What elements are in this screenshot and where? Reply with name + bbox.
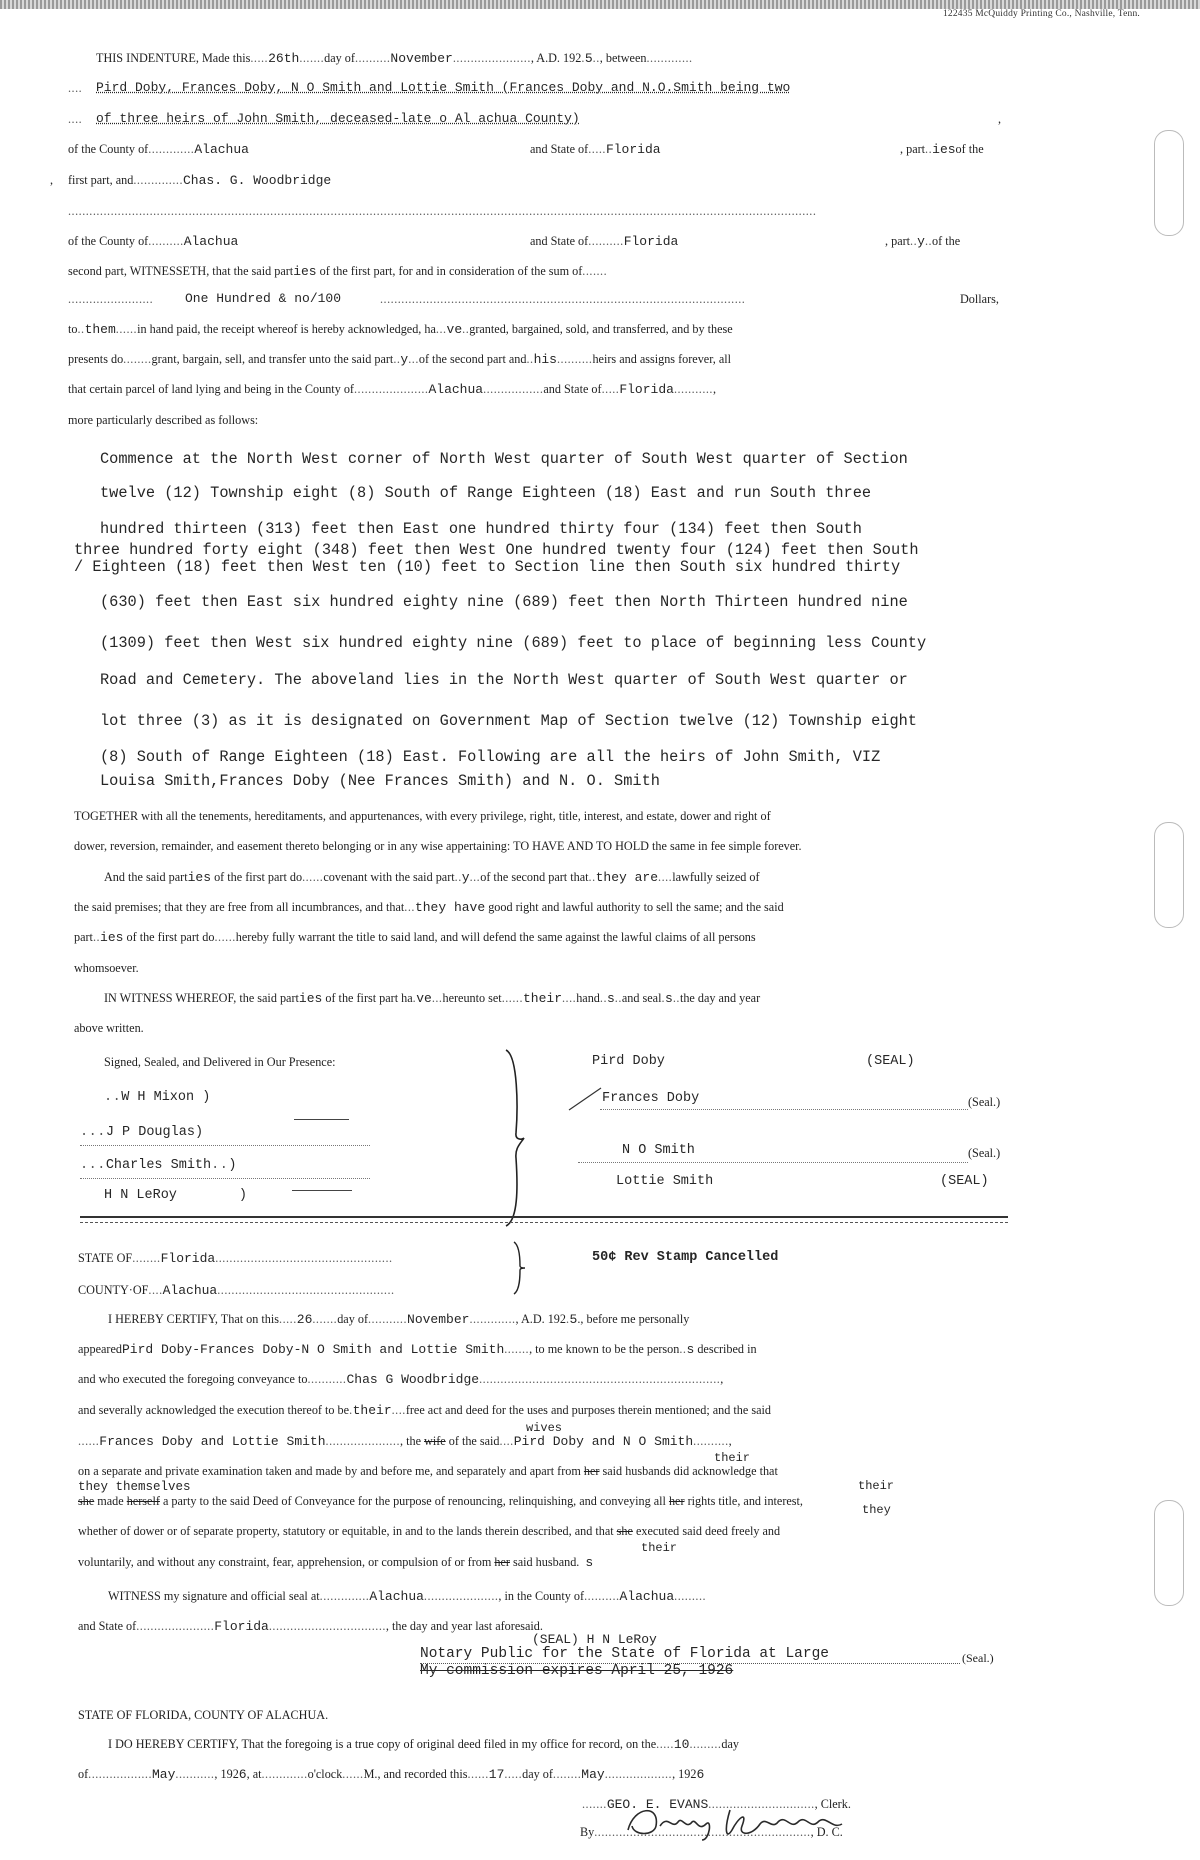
- heirs-pronoun: his: [533, 352, 557, 367]
- grantor-4: Lottie Smith: [616, 1174, 714, 1189]
- signature-slash: [565, 1086, 605, 1112]
- good-right: they have: [414, 900, 486, 915]
- deed-page: THIS INDENTURE, Made this.....26th.......day of..........November......................, A.D. 192.5.., between............. .... Pird Doby, Frances Doby, N O Smith and Lottie Smith (Frances Doby and N.O.Smith being two .... of three heirs of John Smith, deceased-late o Al achua County) , of the County of.............Alachua and State of.....Florida , part..iesof the , first part, and..............Chas. G. Woodbridge ................................................................................................................................................................................................................... of the County of..........Alachua and State of..........Florida , part..y..of the second part, WITNESSETH, that the said parties of the first part, for and in consideration of the sum of....... ........................ One Hundred & no/100 ....................................................................................................... Dollars, to..them......in hand paid, the receipt whereof is hereby acknowledged, ha...ve..granted, bargained, sold, and transferred, and by these presents do........grant, bargain, sell, and transfer unto the said part..y...of the second part and..his..........heirs and assigns forever, all that certain parcel of land lying and being in the County of.....................Alachua.................and State of.....Florida..........., more particularly described as follows: Commence at the North West corner of North West quarter of South West quarter of Section twelve (12) Township eight (8) South of Range Eighteen (18) East and run South three hundred thirteen (313) feet then East one hundred thirty four (134) feet then South three hundred forty eight (348) feet then West One hundred twenty four (124) feet then South / Eighteen (18) feet then West ten (10) feet to Section line then South six hundred thirty (630) feet then East six hundred eighty nine (689) feet then North Thirteen hundred nine (1309) feet then West six hundred eighty nine (689) feet to place of beginning less County Road and Cemetery. The aboveland lies in the North West quarter of South West quarter or lot three (3) as it is designated on Government Map of Section twelve (12) Township eight (8) South of Range Eighteen (18) East. Following are all the heirs of John Smith, VIZ Louisa Smith,Frances Doby (Nee Frances Smith) and N. O. Smith TOGETHER with all the tenements, hereditaments, and appurtenances, with every privilege, right, title, interest, and estate, dower and right of dower, reversion, remainder, and easement thereto belonging or in any wise appertaining: TO HAVE AND TO HOLD the same in fee simple forever. And the said parties of the first part do......covenant with the said part..y...of the second part that..they are....lawfully seized of the said premises; that they are free from all incumbrances, and that...they have good right and lawful authority to sell the same; and the said part..ies of the first part do......hereby fully warrant the title to said land, and will defend the same against the lawful claims of all persons whomsoever. IN WITNESS WHEREOF, the said parties of the first part ha.ve...hereunto set......their....hand..s..and seal.s..the day and year above written. Signed, Sealed, and Delivered in Our Presence: ..W H Mixon ) ...J P Douglas) ...Charles Smith..) H N LeRoy ) Pird Doby (SEAL) Frances Doby (Seal.) N O Smith (Seal.) Lottie Smith (SEAL) STATE OF........Florida.................................................. 50¢ Rev Stamp Cancelled COUNTY·OF....Alachua.................................................. I HEREBY CERTIFY, That on this.....26.......day of...........November............., A.D. 192.5., before me personally appearedPird Doby-Frances Doby-N O Smith and Lottie Smith......., to me known to be the person..s described in and who executed the foregoing conveyance to...........Chas G Woodbridge...................................................................., and severally acknowledged the execution thereof to be.their....free act and deed for the uses and purposes therein mentioned; and the said ......Frances Doby and Lottie Smith....................., the wife of the said....Pird Doby and N O Smith.........., wives on a separate and private examination taken and made by and before me, and separately and apart from her said husbands did acknowledge that their she made herself a party to the said Deed of Conveyance for the purpose of renouncing, relinquishing, and conveying all her rights title, and interest, they themselves their they whether of dower or of separate property, statutory or equitable, in and to the lands therein described, and that she executed said deed freely and voluntarily, and without any constraint, fear, apprehension, or compulsion of or from her said husband. s their WITNESS my signature and official seal at..............Alachua....................., in the County of..........Alachua......... and State of......................Florida................................., the day and year last aforesaid. (SEAL) H N LeRoy Notary Public for the State of Florida at Large (Seal.) My commission expires April 25, 1926 STATE OF FLORIDA, COUNTY OF ALACHUA. I DO HEREBY CERTIFY, That the foregoing is a true copy of original deed filed in my office for record, on the.....10.........day of..................May..........., 1926, at.............o'clock......M., and recorded this......17.....day of........May..................., 1926 .......GEO. E. EVANS.............................., Clerk. By............................................................., D. C.: [0, 0, 1200, 1860]
- description-line: (8) South of Range Eighteen (18) East. Following are all the heirs of John Smith, VIZ: [100, 748, 881, 766]
- description-line: (630) feet then East six hundred eighty nine (689) feet then North Thirteen hundred nine: [100, 593, 908, 611]
- covenant-suffix: ies: [187, 870, 212, 885]
- witness-suffix: ies: [293, 264, 317, 279]
- grantor-2: Frances Doby: [602, 1091, 700, 1106]
- ack-conveyance-to: Chas G Woodbridge: [346, 1372, 480, 1387]
- deputy-label: D. C.: [816, 1825, 843, 1839]
- rec-recorded-day: 17: [488, 1767, 505, 1782]
- second-county: Alachua: [183, 234, 239, 249]
- clerk-name: GEO. E. EVANS: [606, 1797, 709, 1812]
- land-state: Florida: [619, 382, 674, 397]
- grantor-underline: [578, 1162, 968, 1163]
- signature-brace: [500, 1048, 530, 1228]
- ack-they-insert: they: [862, 1503, 891, 1517]
- description-line: (1309) feet then West six hundred eighty nine (689) feet to place of beginning less County: [100, 634, 927, 652]
- witness-county: Alachua: [619, 1589, 675, 1604]
- witness-state: Florida: [214, 1619, 269, 1634]
- consideration: One Hundred & no/100: [185, 291, 342, 306]
- covenant-they: they are: [595, 870, 659, 885]
- ack-appeared: Pird Doby-Frances Doby-N O Smith and Lottie Smith: [121, 1342, 505, 1357]
- notary-seal-label: (Seal.): [962, 1651, 994, 1665]
- parties-1: Pird Doby, Frances Doby, N O Smith and Lottie Smith (Frances Doby and N.O.Smith being two: [96, 80, 791, 95]
- ack-they-themselves-insert: they themselves: [78, 1480, 191, 1494]
- grantor-underline: [600, 1109, 968, 1110]
- rec-month: May: [152, 1767, 176, 1782]
- first-party-suffix: ies: [932, 142, 956, 157]
- description-line: Commence at the North West corner of North West quarter of South West quarter of Section: [100, 450, 908, 468]
- witness-place: Alachua: [369, 1589, 424, 1604]
- description-line: Road and Cemetery. The aboveland lies in the North West quarter of South West quarter or: [100, 671, 908, 689]
- witness-underline: [80, 1178, 370, 1179]
- warrant-suffix: ies: [100, 930, 124, 945]
- section-divider: [80, 1222, 1008, 1223]
- rec-day: 10: [673, 1737, 690, 1752]
- ack-month: November: [407, 1312, 470, 1327]
- description-line: lot three (3) as it is designated on Government Map of Section twelve (12) Township eight: [100, 712, 917, 730]
- have-suffix: ve: [446, 322, 463, 337]
- hand-pronoun: their: [522, 991, 562, 1006]
- notary-seal: (SEAL) H N LeRoy: [532, 1632, 657, 1647]
- grantor-3: N O Smith: [622, 1143, 695, 1158]
- first-state: Florida: [605, 142, 661, 157]
- witness-underline: [80, 1145, 370, 1146]
- second-party-suffix: y: [917, 234, 925, 249]
- first-county: Alachua: [194, 142, 249, 157]
- seal-label-3: (Seal.): [968, 1146, 1001, 1160]
- grantor-1: Pird Doby: [592, 1054, 665, 1069]
- clerk-label: Clerk.: [820, 1797, 851, 1811]
- second-state: Florida: [623, 234, 679, 249]
- ack-their-insert-2: their: [858, 1479, 895, 1493]
- paid-to: them: [84, 322, 116, 337]
- parties-2: of three heirs of John Smith, deceased-late o Al achua County): [96, 111, 580, 126]
- witness-dash: [292, 1190, 352, 1191]
- seal-label-1: (SEAL): [866, 1054, 915, 1069]
- description-line: / Eighteen (18) feet then West ten (10) feet to Section line then South six hundred thirty: [74, 558, 901, 576]
- ack-brace: [512, 1240, 528, 1296]
- notary-commission: My commission expires April 25, 1926: [420, 1663, 734, 1679]
- date-month: November: [390, 51, 453, 66]
- ack-wives-names: Frances Doby and Lottie Smith: [99, 1434, 326, 1449]
- section-divider: [80, 1216, 1008, 1218]
- seal-label-4: (SEAL): [940, 1174, 989, 1189]
- ack-their-insert-3: their: [641, 1541, 678, 1555]
- witness-3: ...Charles Smith..): [80, 1158, 237, 1173]
- description-line: hundred thirteen (313) feet then East one hundred thirty four (134) feet then South: [100, 520, 862, 538]
- deputy-signature: [620, 1800, 880, 1846]
- witness-1: ..W H Mixon ): [104, 1090, 211, 1105]
- description-line: three hundred forty eight (348) feet then West One hundred twenty four (124) feet then South: [74, 541, 919, 559]
- ack-county: Alachua: [162, 1283, 218, 1298]
- printer-imprint: 122435 McQuiddy Printing Co., Nashville, Tenn.: [942, 9, 1140, 19]
- grantee: Chas. G. Woodbridge: [182, 173, 332, 188]
- witness-2: ...J P Douglas): [80, 1125, 204, 1140]
- date-year-digit: 5: [584, 51, 593, 66]
- ack-wives-insert: wives: [526, 1421, 563, 1435]
- unto-suffix: y: [400, 352, 409, 367]
- ack-day: 26: [296, 1312, 313, 1327]
- ack-state: Florida: [160, 1251, 216, 1266]
- witness-4: H N LeRoy ): [104, 1188, 248, 1203]
- land-county: Alachua: [428, 382, 484, 397]
- blank-line: ...................................................................................................................................................................................................................: [68, 204, 817, 218]
- notary-title: Notary Public for the State of Florida at Large: [420, 1646, 829, 1662]
- rec-header: STATE OF FLORIDA, COUNTY OF ALACHUA.: [78, 1708, 329, 1722]
- ack-their-insert: their: [714, 1451, 751, 1465]
- description-line: twelve (12) Township eight (8) South of Range Eighteen (18) East and run South three: [100, 484, 872, 502]
- description-line: Louisa Smith,Frances Doby (Nee Frances Smith) and N. O. Smith: [100, 772, 660, 790]
- date-day: 26th: [268, 51, 300, 66]
- stamp-note: 50¢ Rev Stamp Cancelled: [592, 1250, 779, 1265]
- ack-husbands: Pird Doby and N O Smith: [513, 1434, 694, 1449]
- rec-recorded-month: May: [581, 1767, 605, 1782]
- witness-dash: [294, 1119, 349, 1120]
- seal-label-2: (Seal.): [968, 1095, 1001, 1109]
